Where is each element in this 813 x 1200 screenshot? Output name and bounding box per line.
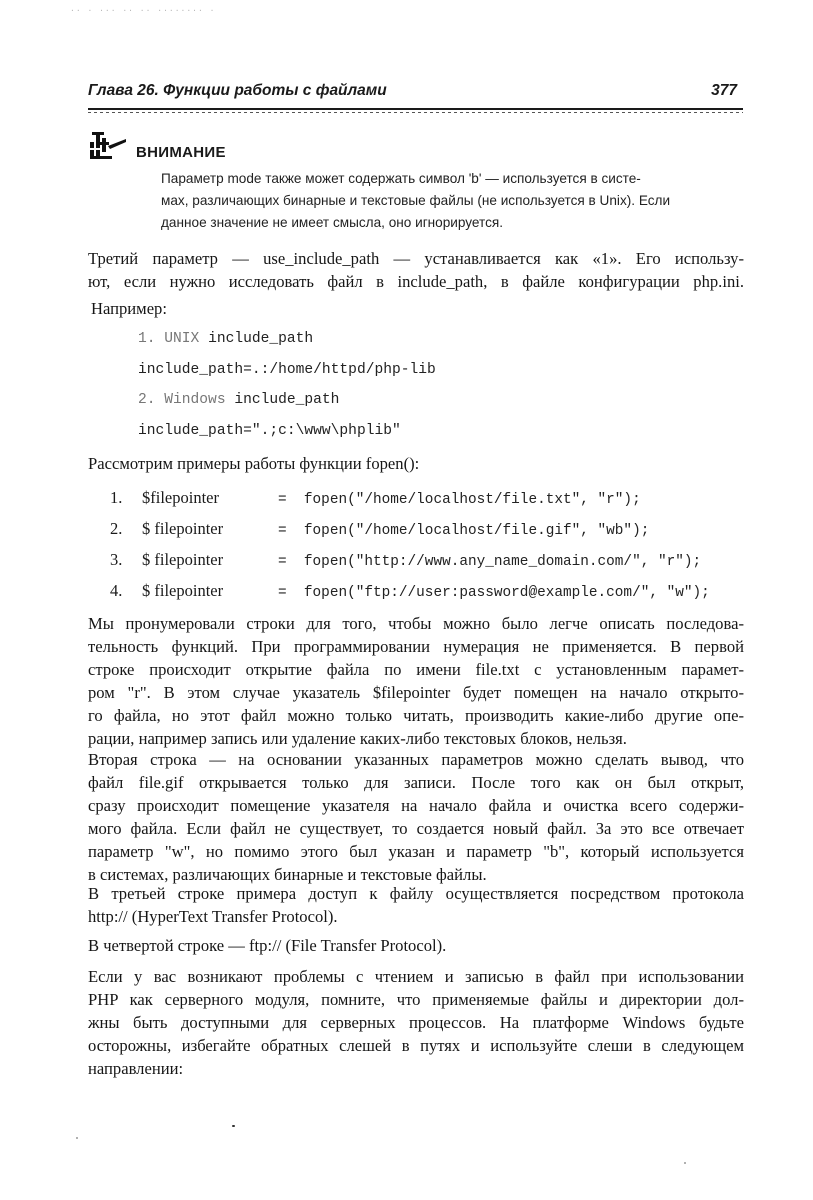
config-code-line-4: include_path=".;c:\www\phplib" — [138, 423, 401, 439]
example-call: = fopen("/home/localhost/file.txt", "r"); — [278, 492, 641, 508]
scan-speck — [232, 1125, 235, 1127]
text-line: http:// (HyperText Transfer Protocol). — [88, 907, 338, 926]
example-call: = fopen("ftp://user:password@example.com/", "w"); — [278, 585, 710, 601]
header-rule-dotted — [88, 112, 743, 113]
example-label-text: Например: — [91, 299, 167, 318]
fopen-intro-text: Рассмотрим примеры работы функции fopen(): — [88, 454, 420, 473]
text-line: мого файла. Если файл не существует, то создается новый файл. За это все отвечает — [88, 819, 744, 838]
example-number: 3. — [110, 550, 123, 569]
example-variable: $ filepointer — [142, 550, 224, 569]
fopen-example-1 — [110, 486, 641, 510]
text-line: ром "r". В этом случае указатель $filepointer будет помещен на начало открыто- — [88, 683, 744, 702]
example-variable: $ filepointer — [142, 581, 224, 600]
text-line: строке происходит открытие файла по имени file.txt с установленным парамет- — [88, 660, 744, 679]
code-text: include_path — [225, 392, 340, 408]
warning-line: Параметр mode также может содержать символ 'b' — используется в систе- — [161, 171, 641, 186]
config-code-line-2: include_path=.:/home/httpd/php-lib — [138, 362, 436, 378]
text-line: Третий параметр — use_include_path — устанавливается как «1». Его использу- — [88, 249, 744, 268]
fopen-example-4 — [110, 579, 710, 603]
text-line: рации, например запись или удаление каких-либо текстовых блоков, нельзя. — [88, 729, 627, 748]
text-line: В третьей строке примера доступ к файлу осуществляется посредством протокола — [88, 884, 744, 903]
text-line: Мы пронумеровали строки для того, чтобы можно было легче описать последова- — [88, 614, 744, 633]
paragraph-windows-note — [88, 965, 744, 1080]
text-line: файл file.gif открывается только для записи. После того как он был открыт, — [88, 773, 744, 792]
text-line: сразу происходит помещение указателя на начало файла и очистка всего содержи- — [88, 796, 744, 815]
text-line: ют, если нужно исследовать файл в include_path, в файле конфигурации php.ini. — [88, 272, 744, 291]
code-item-number: 2. Windows — [138, 392, 226, 408]
paragraph-fourth-line — [88, 934, 744, 957]
text-line: Если у вас возникают проблемы с чтением и записью в файл при использовании — [88, 967, 744, 986]
text-line: осторожны, избегайте обратных слешей в путях и используйте слеши в следующем — [88, 1036, 744, 1055]
example-call: = fopen("/home/localhost/file.gif", "wb"); — [278, 523, 650, 539]
running-header — [88, 82, 737, 108]
text-line: тельность функций. При программировании нумерация не применяется. В первой — [88, 637, 744, 656]
example-number: 2. — [110, 519, 123, 538]
scan-speck — [684, 1162, 686, 1164]
text-line: параметр "w", но помимо этого был указан и параметр "b", который используется — [88, 842, 744, 861]
warning-line: мах, различающих бинарные и текстовые файлы (не используется в Unix). Если — [161, 193, 671, 208]
warning-body — [161, 168, 745, 234]
text-line: направлении: — [88, 1059, 184, 1078]
example-number: 4. — [110, 581, 123, 600]
text-line: Вторая строка — на основании указанных параметров можно сделать вывод, что — [88, 750, 744, 769]
paragraph-second-line — [88, 748, 744, 886]
scan-artifact: ·· · ··· ·· ·· ········ · — [70, 6, 216, 15]
fopen-example-2 — [110, 517, 649, 541]
warning-title: ВНИМАНИЕ — [136, 144, 226, 161]
text-line: в системах, различающих бинарные и текстовые файлы. — [88, 865, 487, 884]
fopen-intro — [88, 452, 744, 475]
paragraph-line-numbering — [88, 612, 744, 750]
example-number: 1. — [110, 488, 123, 507]
code-text: include_path — [199, 331, 314, 347]
header-rule — [88, 108, 743, 110]
example-call: = fopen("http://www.any_name_domain.com/", "r"); — [278, 554, 702, 570]
text-line: PHP как серверного модуля, помните, что применяемые файлы и директории дол- — [88, 990, 744, 1009]
code-item-number: 1. UNIX — [138, 331, 200, 347]
config-code-line-3 — [138, 392, 339, 408]
chapter-title: Глава 26. Функции работы с файлами — [88, 82, 387, 99]
paragraph-include-path — [88, 247, 744, 293]
text-line: го файла, но этот файл можно только читать, производить какие-либо другие опе- — [88, 706, 744, 725]
warning-line: данное значение не имеет смысла, оно игнорируется. — [161, 215, 504, 230]
text-line: жны быть доступными для серверных процессов. На платформе Windows будьте — [88, 1013, 744, 1032]
scan-speck — [76, 1137, 78, 1139]
example-label — [91, 297, 747, 320]
warning-hand-icon — [88, 128, 128, 160]
text-line: В четвертой строке — ftp:// (File Transfer Protocol). — [88, 936, 447, 955]
paragraph-third-line — [88, 882, 744, 928]
fopen-example-3 — [110, 548, 701, 572]
config-code-line-1 — [138, 331, 313, 347]
example-variable: $filepointer — [142, 488, 219, 507]
example-variable: $ filepointer — [142, 519, 224, 538]
page-number: 377 — [711, 82, 737, 99]
